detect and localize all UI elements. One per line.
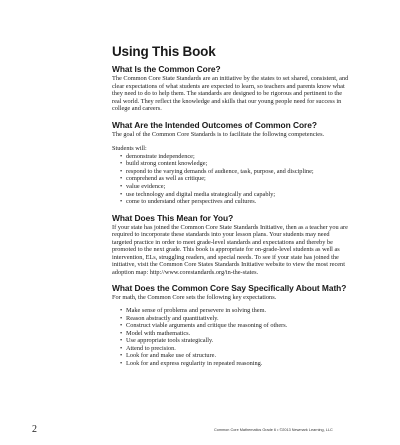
- list-item: [120, 160, 350, 168]
- list-item: [120, 337, 350, 345]
- bullet-icon: •: [120, 344, 123, 352]
- section-math-expectations: [112, 283, 350, 367]
- bullet-icon: •: [120, 152, 123, 160]
- bullet-icon: •: [120, 314, 123, 322]
- bullet-icon: •: [120, 359, 123, 367]
- section-heading: What Is the Common Core?: [112, 64, 221, 74]
- list-item: [120, 175, 350, 183]
- section-paragraph: For math, the Common Core sets the following key expectations.: [112, 294, 277, 302]
- outcomes-list: [112, 153, 350, 206]
- bullet-icon: •: [120, 307, 123, 315]
- list-item-text: use technology and digital media strategically and capably;: [126, 190, 276, 198]
- list-item: [120, 322, 350, 330]
- list-item-text: value evidence;: [126, 183, 166, 191]
- section-what-this-means: [112, 213, 350, 277]
- section-heading: What Does This Mean for You?: [112, 212, 234, 223]
- list-item-text: Construct viable arguments and critique the reasoning of others.: [126, 322, 288, 330]
- list-item: [120, 168, 350, 176]
- bullet-icon: •: [120, 175, 123, 183]
- students-will-lead: Students will:: [112, 145, 147, 153]
- bullet-icon: •: [120, 190, 123, 198]
- section-paragraph: The goal of the Common Core Standards is to facilitate the following competencies.: [112, 130, 325, 138]
- list-item: [120, 191, 350, 199]
- bullet-icon: •: [120, 352, 123, 360]
- section-heading: What Does the Common Core Say Specifically About Math?: [112, 283, 347, 294]
- list-item-text: Reason abstractly and quantitatively.: [126, 314, 219, 322]
- page-content: [112, 44, 350, 374]
- page-title: Using This Book: [112, 44, 216, 59]
- list-item: [120, 307, 350, 315]
- list-item-text: comprehend as well as critique;: [126, 175, 206, 183]
- list-item-text: Use appropriate tools strategically.: [126, 337, 214, 345]
- section-paragraph: If your state has joined the Common Core State Standards Initiative, then as a teacher you are required to incorporate these standards into your lesson plans. Your students may need targeted practice in order to meet grade-level standards and expectations and thereby be promoted to the next grade. This book is appropriate for on-grade-level students as well as intervention, ELs, struggling readers, and special needs. To see if your state has joined the initiative, visit the Common Core States Standards Initiative website to view the most recent adoption map: http://www.corestandards.org/in-the-states.: [112, 223, 348, 276]
- list-item: [120, 153, 350, 161]
- list-item: [120, 345, 350, 353]
- list-item: [120, 352, 350, 360]
- math-practices-list: [112, 307, 350, 367]
- list-item: [120, 315, 350, 323]
- list-item-text: Make sense of problems and persevere in solving them.: [126, 307, 267, 315]
- list-item-text: demonstrate independence;: [126, 152, 195, 160]
- page-footer: [32, 426, 350, 436]
- bullet-icon: •: [120, 337, 123, 345]
- section-intended-outcomes: [112, 120, 350, 206]
- list-item: [120, 198, 350, 206]
- list-item-text: Attend to precision.: [126, 344, 176, 352]
- list-item-text: Look for and express regularity in repeated reasoning.: [126, 359, 263, 367]
- bullet-icon: •: [120, 322, 123, 330]
- list-item: [120, 330, 350, 338]
- bullet-icon: •: [120, 329, 123, 337]
- bullet-icon: •: [120, 160, 123, 168]
- list-item-text: respond to the varying demands of audience, task, purpose, and discipline;: [126, 167, 314, 175]
- footer-credit: Common Core Mathematics Grade 6 • ©2013 Newmark Learning, LLC: [214, 428, 333, 432]
- section-what-is-common-core: [112, 64, 350, 113]
- bullet-icon: •: [120, 167, 123, 175]
- section-paragraph: The Common Core State Standards are an initiative by the states to set shared, consistent, and clear expectations of what students are expected to learn, so teachers and parents know what they need to do to help them. The standards are designed to be rigorous and pertinent to the real world. They reflect the knowledge and skills that our young people need for success in college and careers.: [112, 75, 349, 113]
- list-item-text: come to understand other perspectives and cultures.: [126, 198, 257, 206]
- bullet-icon: •: [120, 183, 123, 191]
- list-item-text: Look for and make use of structure.: [126, 352, 217, 360]
- bullet-icon: •: [120, 198, 123, 206]
- list-item-text: build strong content knowledge;: [126, 160, 208, 168]
- list-item: [120, 183, 350, 191]
- list-item-text: Model with mathematics.: [126, 329, 191, 337]
- section-heading: What Are the Intended Outcomes of Common Core?: [112, 119, 317, 130]
- list-item: [120, 360, 350, 368]
- page-number: 2: [32, 424, 37, 435]
